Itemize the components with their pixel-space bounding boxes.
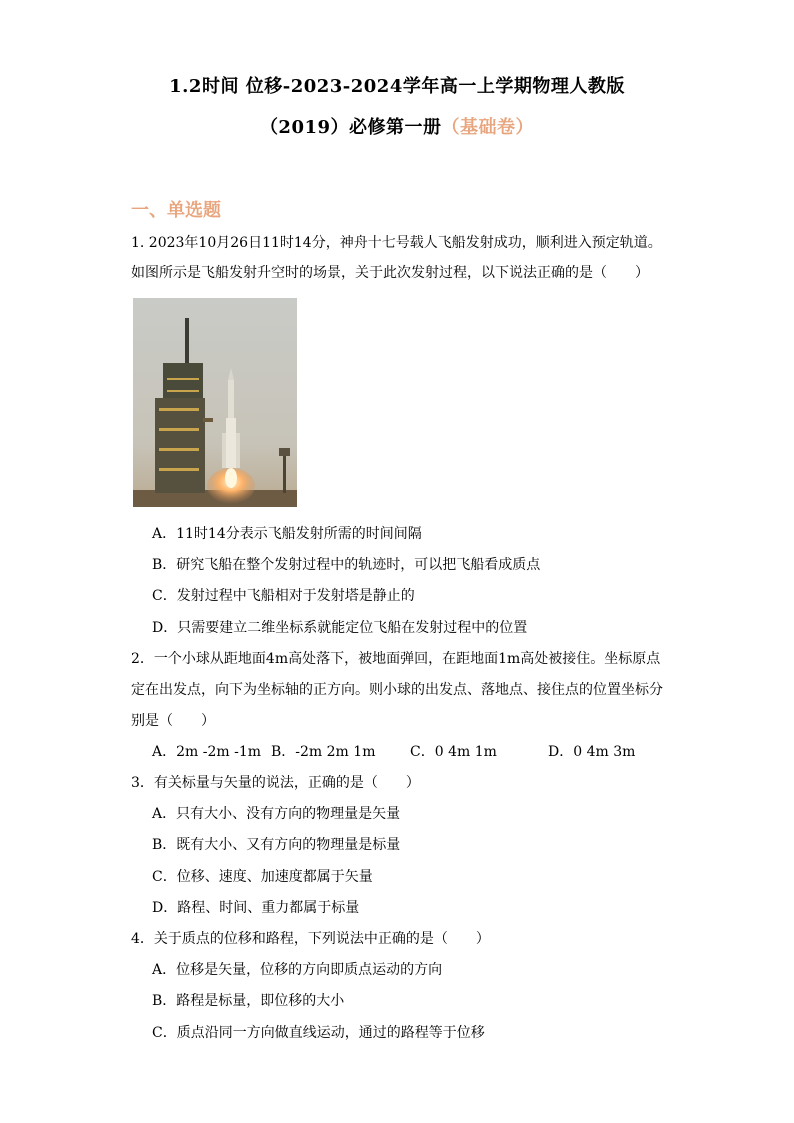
q2-option-a: A．2m -2m -1m <box>152 744 262 760</box>
q1-option-d: D．只需要建立二维坐标系就能定位飞船在发射过程中的位置 <box>152 620 528 636</box>
question-4-line-1: 4．关于质点的位移和路程，下列说法中正确的是（ ） <box>131 931 490 947</box>
question-2-line-1: 2．一个小球从距地面4m高处落下，被地面弹回，在距地面1m高处被接住。坐标原点 <box>131 651 661 667</box>
title-accent: （基础卷） <box>441 117 535 138</box>
q4-option-c: C．质点沿同一方向做直线运动，通过的路程等于位移 <box>152 1025 485 1041</box>
q3-option-c: C．位移、速度、加速度都属于矢量 <box>152 869 373 885</box>
section-heading: 一、单选题 <box>131 200 221 221</box>
q3-option-a: A．只有大小、没有方向的物理量是矢量 <box>152 806 401 822</box>
title-line-1: 1.2时间 位移-2023-2024学年高一上学期物理人教版 <box>169 76 625 97</box>
q4-option-a: A．位移是矢量，位移的方向即质点运动的方向 <box>152 962 443 978</box>
q1-option-a: A．11时14分表示飞船发射所需的时间间隔 <box>152 526 422 542</box>
q2-option-d: D．0 4m 3m <box>548 744 636 760</box>
question-1-line-2: 如图所示是飞船发射升空时的场景，关于此次发射过程，以下说法正确的是（ ） <box>131 265 649 281</box>
question-3-line-1: 3．有关标量与矢量的说法，正确的是（ ） <box>131 775 420 791</box>
rocket-launch-photo <box>133 298 297 507</box>
q2-option-b: B．-2m 2m 1m <box>271 744 376 760</box>
question-1-line-1: 1. 2023年10月26日11时14分，神舟十七号载人飞船发射成功，顺利进入预定轨道。 <box>131 235 662 251</box>
title-prefix: （2019）必修第一册 <box>259 117 442 138</box>
question-2-line-3: 别是（ ） <box>131 713 215 729</box>
q2-option-c: C．0 4m 1m <box>410 744 497 760</box>
question-2-line-2: 定在出发点，向下为坐标轴的正方向。则小球的出发点、落地点、接住点的位置坐标分 <box>131 682 663 698</box>
q3-option-b: B．既有大小、又有方向的物理量是标量 <box>152 837 401 853</box>
q4-option-b: B．路程是标量，即位移的大小 <box>152 993 345 1009</box>
q3-option-d: D．路程、时间、重力都属于标量 <box>152 900 360 916</box>
title-line-2 <box>0 113 794 139</box>
q1-option-b: B．研究飞船在整个发射过程中的轨迹时，可以把飞船看成质点 <box>152 557 541 573</box>
q1-option-c: C．发射过程中飞船相对于发射塔是静止的 <box>152 588 415 604</box>
